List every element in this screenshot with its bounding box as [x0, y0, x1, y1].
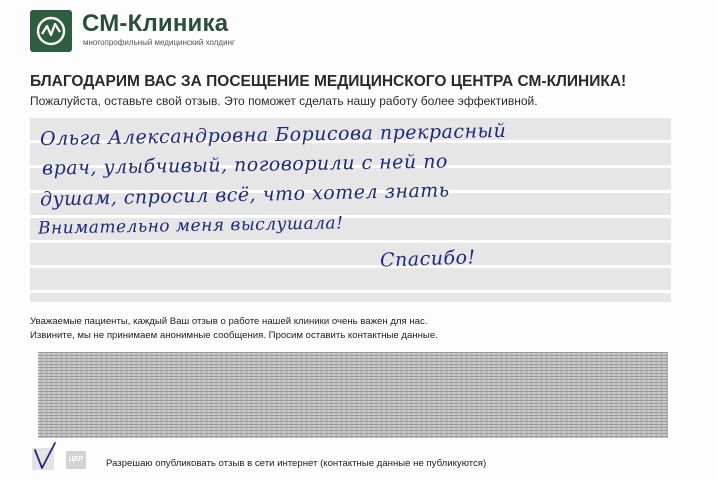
brand-tagline: многопрофильный медицинский холдинг	[83, 38, 235, 47]
review-line: Внимательно меня выслушала!	[37, 213, 344, 239]
notice-text: Уважаемые пациенты, каждый Ваш отзыв о работе нашей клиники очень важен для нас.	[30, 316, 428, 327]
logo-icon	[30, 10, 72, 52]
form-subheading: Пожалуйста, оставьте свой отзыв. Это поможет сделать нашу работу более эффективной.	[30, 94, 538, 108]
review-line: душам, спросил всё, что хотел знать	[39, 179, 450, 211]
review-line: Ольга Александровна Борисова прекрасный	[39, 119, 507, 151]
form-heading: БЛАГОДАРИМ ВАС ЗА ПОСЕЩЕНИЕ МЕДИЦИНСКОГО ЦЕНТРА СМ-КЛИНИКА!	[30, 73, 627, 90]
review-line: врач, улыбчивый, поговорили с ней по	[41, 150, 449, 180]
review-line: Спасибо!	[379, 246, 477, 272]
brand-name: СМ-Клиника	[82, 10, 229, 37]
consent-label: Разрешаю опубликовать отзыв в сети интернет (контактные данные не публикуются)	[106, 458, 487, 469]
handwritten-review	[30, 118, 671, 302]
anonymity-notice-text: Извините, мы не принимаем анонимные сообщения. Просим оставить контактные данные.	[30, 330, 438, 341]
consent-checkbox[interactable]	[32, 448, 54, 470]
stamp-icon: ЦЕР	[66, 451, 86, 469]
contact-details-redacted[interactable]	[38, 352, 668, 438]
